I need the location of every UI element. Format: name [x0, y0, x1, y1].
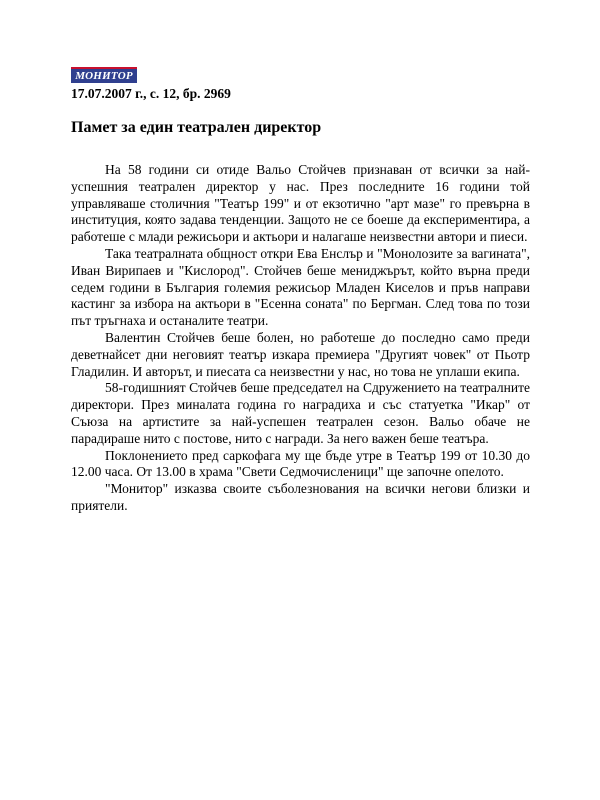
paragraph: "Монитор" изказва своите съболезнования на всички негови близки и приятели.: [71, 481, 530, 513]
paragraph: 58-годишният Стойчев беше председател на Сдружението на театралните директори. През миналата година го наградиха и със статуетка "Икар" от Съюза на артистите за най-успешен театрален сезон. Вальо обаче не парадираше нито с постове, нито с награди. За него важен беше театъра.: [71, 380, 530, 446]
paragraph: Валентин Стойчев беше болен, но работеше до последно само преди деветнайсет дни неговият театър изкара премиера "Другият човек" от Пьотр Гладилин. И авторът, и пиесата са неизвестни у нас, но това не уплаши екипа.: [71, 329, 530, 379]
logo-text: МОНИТОР: [75, 69, 133, 82]
paragraph: Така театралната общност откри Ева Енслър и "Монолозите за вагината", Иван Вирипаев и "Кислород". Стойчев беше мениджърът, който върна преди седем години в България големия режисьор Младен Киселов и пръв направи кастинг за избора на актьори в "Есенна соната" по Бергман. След това по този път тръгнаха и останалите театри.: [71, 245, 530, 329]
paragraph: На 58 години си отиде Вальо Стойчев признаван от всички за най-успешния театрален директор у нас. През последните 16 години той управляваше столичния "Театър 199" и от екзотично "арт мазе" го превърна в институция, която задава тенденции. Защото не се боеше да експериментира, а работеше с млади режисьори и актьори и налагаше неизвестни автори и пиеси.: [71, 162, 530, 245]
newspaper-logo: [71, 67, 137, 83]
article-headline: Памет за един театрален директор: [71, 119, 322, 136]
article-body: [71, 162, 530, 515]
paragraph: Поклонението пред саркофага му ще бъде утре в Театър 199 от 10.30 до 12.00 часа. От 13.00 в храма "Свети Седмочисленици" ще започне опелото.: [71, 447, 530, 480]
source-line: 17.07.2007 г., с. 12, бр. 2969: [71, 86, 231, 101]
